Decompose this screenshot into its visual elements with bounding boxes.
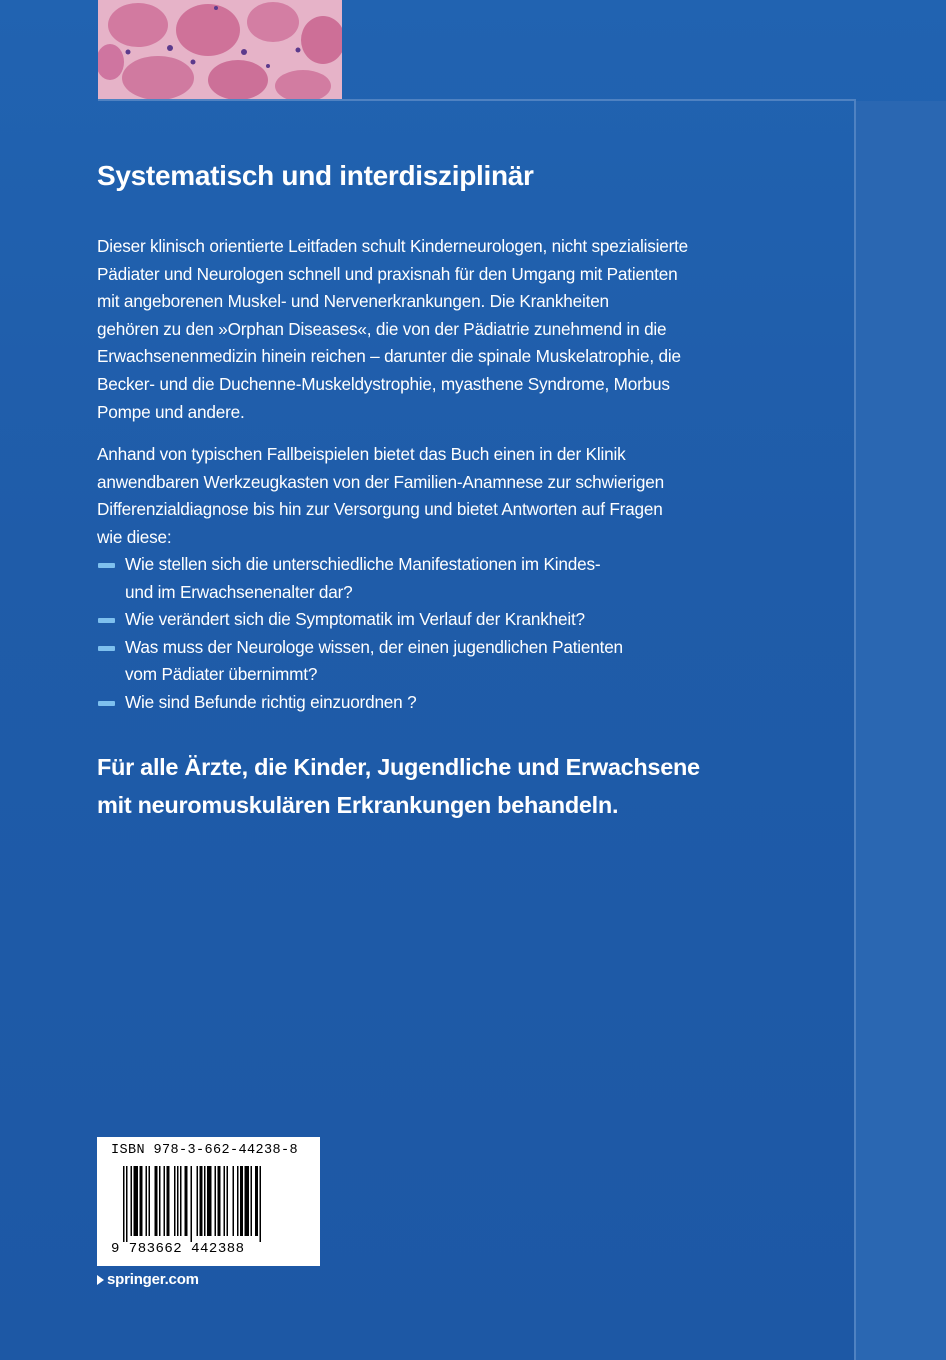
- cover-title: Systematisch und interdisziplinär: [97, 160, 534, 191]
- barcode-bar: [159, 1166, 161, 1236]
- barcode-bar: [177, 1166, 179, 1236]
- barcode-bar: [207, 1166, 212, 1236]
- barcode-bar: [185, 1166, 188, 1236]
- frame-line-vertical: [854, 99, 856, 1360]
- list-item: [97, 689, 623, 717]
- text-line: Erwachsenenmedizin hinein reichen – darunter die spinale Muskelatrophie, die: [97, 346, 681, 367]
- question-list: [97, 551, 623, 717]
- text-line: Becker- und die Duchenne-Muskeldystrophie, myasthene Syndrome, Morbus: [97, 373, 670, 394]
- frame-line-horizontal: [98, 99, 856, 101]
- barcode-bar: [174, 1166, 176, 1236]
- barcode-bar: [164, 1166, 166, 1236]
- dash-bullet-icon: [98, 646, 115, 651]
- barcode-bar: [126, 1166, 128, 1242]
- text-line: Differenzialdiagnose bis hin zur Versorgung und bietet Antworten auf Fragen: [97, 499, 663, 520]
- list-item: [97, 634, 623, 689]
- barcode-bar: [149, 1166, 151, 1236]
- text-line: Was muss der Neurologe wissen, der einen jugendlichen Patienten: [125, 636, 623, 657]
- text-line: Wie sind Befunde richtig einzuordnen ?: [125, 691, 417, 712]
- cover-right-panel: [856, 101, 946, 1360]
- barcode-bar: [218, 1166, 221, 1236]
- barcode-bar: [140, 1166, 143, 1236]
- barcode-bar: [167, 1166, 170, 1236]
- text-line: Pompe und andere.: [97, 401, 245, 422]
- text-line: gehören zu den »Orphan Diseases«, die von der Pädiatrie zunehmend in die: [97, 318, 667, 339]
- muscle-histology-image: [98, 0, 342, 99]
- barcode-bar: [146, 1166, 148, 1236]
- text-line: anwendbaren Werkzeugkasten von der Familien-Anamnese zur schwierigen: [97, 471, 664, 492]
- barcode-bar: [123, 1166, 125, 1242]
- publisher-url: springer.com: [107, 1271, 199, 1288]
- text-line: vom Pädiater übernimmt?: [125, 664, 318, 685]
- barcode-bars: [97, 1162, 320, 1242]
- barcode-bar: [204, 1166, 206, 1236]
- ean-digits: 9 783662 442388: [111, 1241, 245, 1257]
- barcode-bar: [251, 1166, 253, 1236]
- text-line: Wie verändert sich die Symptomatik im Verlauf der Krankheit?: [125, 609, 585, 630]
- audience-claim: [97, 748, 700, 824]
- dash-bullet-icon: [98, 563, 115, 568]
- barcode-bar: [227, 1166, 229, 1236]
- list-item: [97, 551, 623, 606]
- barcode-bar: [224, 1166, 226, 1236]
- dash-bullet-icon: [98, 618, 115, 623]
- barcode-bar: [215, 1166, 217, 1236]
- text-line: Pädiater und Neurologen schnell und praxisnah für den Umgang mit Patienten: [97, 263, 678, 284]
- barcode-bar: [240, 1166, 243, 1236]
- barcode-bar: [255, 1166, 258, 1236]
- text-line: Wie stellen sich die unterschiedliche Manifestationen im Kindes-: [125, 554, 601, 574]
- barcode-bar: [191, 1166, 193, 1242]
- barcode-bar: [245, 1166, 250, 1236]
- publisher-link[interactable]: [97, 1271, 199, 1288]
- barcode-bar: [260, 1166, 262, 1242]
- barcode-bar: [233, 1166, 235, 1236]
- barcode-bar: [200, 1166, 203, 1236]
- barcode-bar: [180, 1166, 182, 1236]
- description-paragraph-1: [97, 233, 688, 426]
- barcode-bar: [237, 1166, 239, 1236]
- text-line: mit neuromuskulären Erkrankungen behandeln.: [97, 792, 619, 818]
- text-line: und im Erwachsenenalter dar?: [125, 581, 353, 602]
- barcode-bar: [131, 1166, 133, 1236]
- text-line: Anhand von typischen Fallbeispielen bietet das Buch einen in der Klinik: [97, 444, 626, 464]
- list-item: [97, 606, 623, 634]
- text-line: Dieser klinisch orientierte Leitfaden schult Kinderneurologen, nicht spezialisierte: [97, 236, 689, 256]
- barcode-bar: [134, 1166, 139, 1236]
- text-line: Für alle Ärzte, die Kinder, Jugendliche und Erwachsene: [97, 754, 700, 780]
- barcode-bar: [197, 1166, 199, 1236]
- description-paragraph-2: [97, 441, 664, 551]
- text-line: wie diese:: [97, 526, 172, 547]
- isbn-barcode: [97, 1137, 320, 1266]
- isbn-number: ISBN 978-3-662-44238-8: [111, 1143, 299, 1158]
- arrow-right-icon: [97, 1275, 104, 1285]
- dash-bullet-icon: [98, 701, 115, 706]
- barcode-bar: [155, 1166, 158, 1236]
- text-line: mit angeborenen Muskel- und Nervenerkrankungen. Die Krankheiten: [97, 291, 609, 312]
